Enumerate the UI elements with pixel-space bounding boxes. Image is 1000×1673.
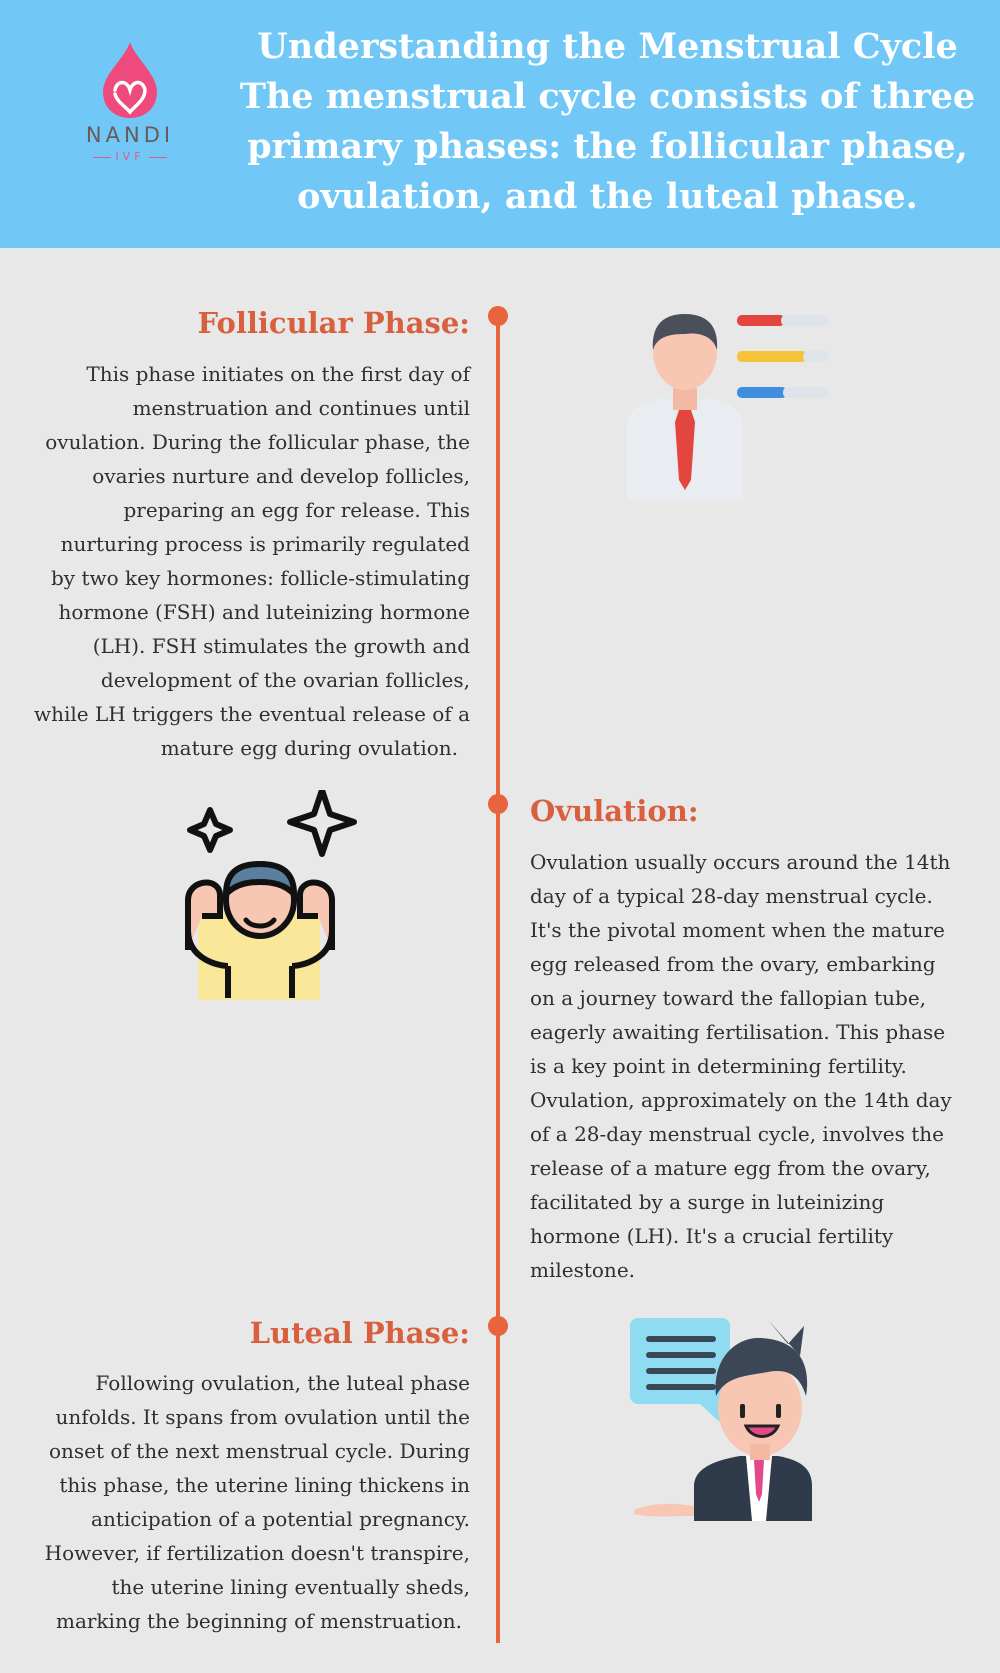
text-line: (LH). FSH stimulates the growth and: [92, 634, 470, 658]
ovulation-title: Ovulation:: [530, 794, 699, 828]
text-line: facilitated by a surge in luteinizing: [530, 1190, 885, 1214]
text-line: mature egg during ovulation.: [160, 736, 458, 760]
follicular-phase-title: Follicular Phase:: [197, 306, 470, 340]
nandi-ivf-logo: [70, 40, 190, 170]
businessman-report-icon: [625, 310, 835, 505]
timeline-line: [496, 316, 500, 1643]
text-line: Following ovulation, the luteal phase: [95, 1371, 470, 1395]
text-line: egg released from the ovary, embarking: [530, 952, 936, 976]
text-line: preparing an egg for release. This: [123, 498, 470, 522]
text-line: this phase, the uterine lining thickens in: [59, 1473, 470, 1497]
text-line: nurturing process is primarily regulated: [60, 532, 470, 556]
follicular-phase-body: [34, 357, 470, 765]
text-line: of a 28-day menstrual cycle, involves the: [530, 1122, 944, 1146]
logo-sub: IVF: [70, 150, 190, 163]
text-line: onset of the next menstrual cycle. During: [48, 1439, 470, 1463]
text-line: on a journey toward the fallopian tube,: [530, 986, 927, 1010]
text-line: hormone (LH). It's a crucial fertility: [530, 1224, 894, 1248]
presenter-speech-icon: [628, 1316, 838, 1521]
text-line: Ovulation, approximately on the 14th day: [530, 1088, 952, 1112]
logo-name: NANDI: [85, 123, 175, 147]
text-line: by two key hormones: follicle-stimulating: [51, 566, 470, 590]
header-banner: [0, 0, 1000, 248]
text-line: hormone (FSH) and luteinizing hormone: [58, 600, 470, 624]
text-line: while LH triggers the eventual release of a: [34, 702, 470, 726]
text-line: day of a typical 28-day menstrual cycle.: [530, 884, 933, 908]
drop-heart-icon: [95, 40, 165, 120]
page-title: [235, 22, 980, 222]
title-line: primary phases: the follicular phase,: [247, 126, 968, 167]
timeline-dot: [488, 794, 508, 814]
title-line: Understanding the Menstrual Cycle: [257, 26, 958, 67]
text-line: marking the beginning of menstruation.: [55, 1609, 462, 1633]
text-line: eagerly awaiting fertilisation. This phase: [530, 1020, 946, 1044]
text-line: development of the ovarian follicles,: [100, 668, 470, 692]
celebrating-person-icon: [180, 790, 360, 1000]
timeline-dot: [488, 1316, 508, 1336]
text-line: ovaries nurture and develop follicles,: [92, 464, 470, 488]
timeline-dot: [488, 306, 508, 326]
text-line: It's the pivotal moment when the mature: [530, 918, 945, 942]
text-line: This phase initiates on the first day of: [86, 362, 470, 386]
luteal-phase-title: Luteal Phase:: [249, 1316, 470, 1350]
text-line: unfolds. It spans from ovulation until the: [55, 1405, 470, 1429]
text-line: However, if fertilization doesn't transpire,: [44, 1541, 470, 1565]
ovulation-body: [530, 845, 952, 1287]
text-line: Ovulation usually occurs around the 14th: [530, 850, 951, 874]
text-line: the uterine lining eventually sheds,: [111, 1575, 470, 1599]
text-line: is a key point in determining fertility.: [530, 1054, 907, 1078]
text-line: release of a mature egg from the ovary,: [530, 1156, 931, 1180]
title-line: ovulation, and the luteal phase.: [297, 176, 918, 217]
luteal-phase-body: [45, 1366, 470, 1638]
text-line: menstruation and continues until: [132, 396, 470, 420]
title-line: The menstrual cycle consists of three: [239, 76, 976, 117]
text-line: milestone.: [530, 1258, 636, 1282]
text-line: anticipation of a potential pregnancy.: [91, 1507, 470, 1531]
text-line: ovulation. During the follicular phase, the: [45, 430, 470, 454]
